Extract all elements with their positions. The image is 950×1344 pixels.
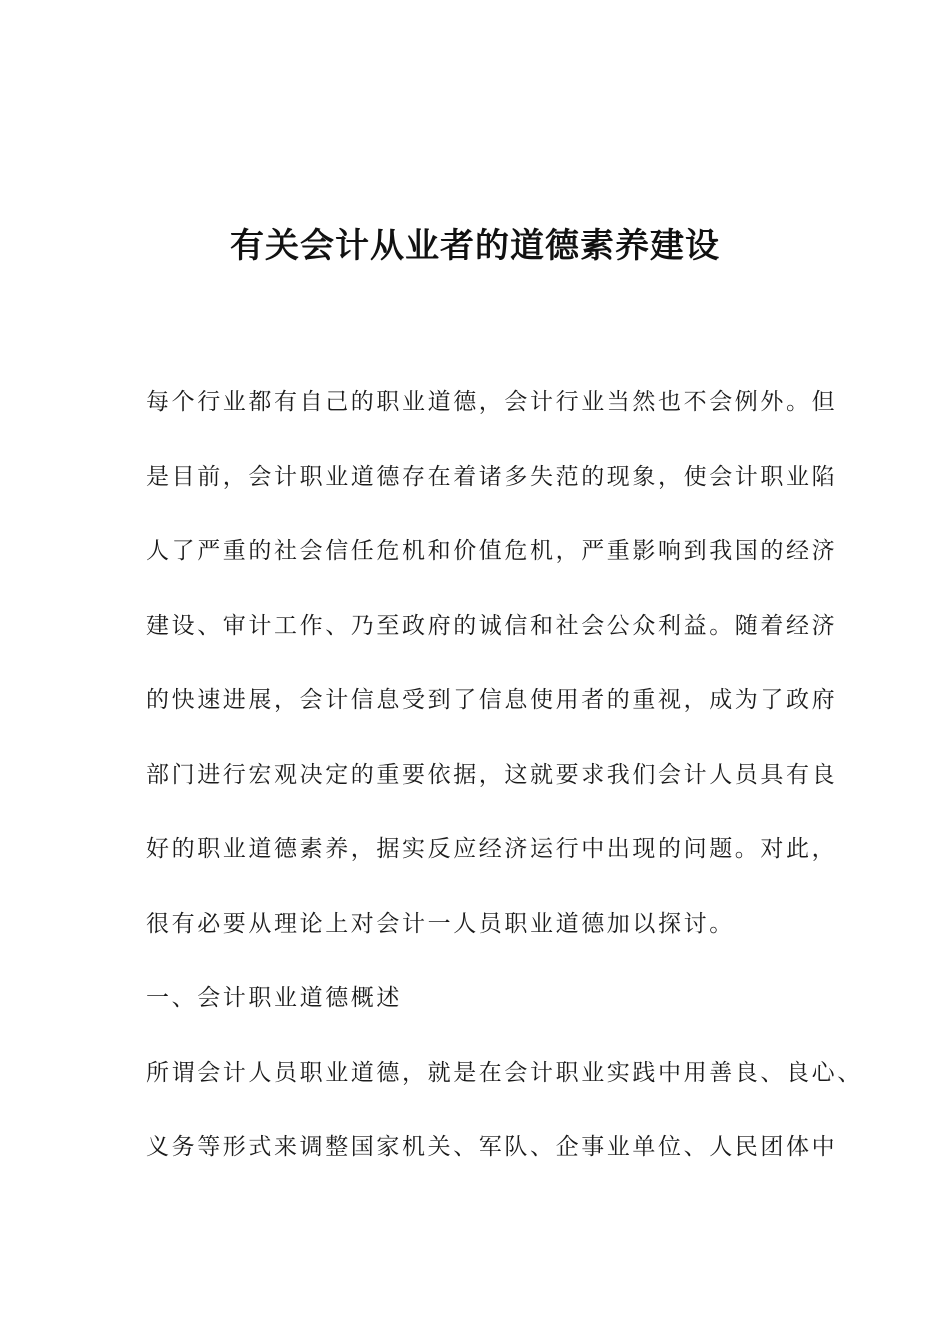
section-heading: 一、会计职业道德概述 [146, 985, 402, 1011]
body-line: 义务等形式来调整国家机关、军队、企事业单位、人民团体中 [146, 1134, 838, 1160]
body-line: 人了严重的社会信任危机和价值危机，严重影响到我国的经济 [146, 538, 838, 564]
body-line: 每个行业都有自己的职业道德，会计行业当然也不会例外。但 [146, 389, 838, 415]
body-line: 好的职业道德素养，据实反应经济运行中出现的问题。对此， [146, 836, 838, 862]
body-line: 建设、审计工作、乃至政府的诚信和社会公众利益。随着经济 [146, 612, 838, 639]
document-body [146, 382, 863, 1202]
body-line: 的快速进展，会计信息受到了信息使用者的重视，成为了政府 [146, 687, 838, 713]
body-line: 所谓会计人员职业道德，就是在会计职业实践中用善良、良心、 [146, 1059, 863, 1086]
document-title: 有关会计从业者的道德素养建设 [230, 226, 720, 266]
body-line: 是目前，会计职业道德存在着诸多失范的现象，使会计职业陷 [146, 463, 838, 490]
body-line: 很有必要从理论上对会计一人员职业道德加以探讨。 [146, 910, 735, 937]
body-line: 部门进行宏观决定的重要依据，这就要求我们会计人员具有良 [146, 761, 838, 788]
